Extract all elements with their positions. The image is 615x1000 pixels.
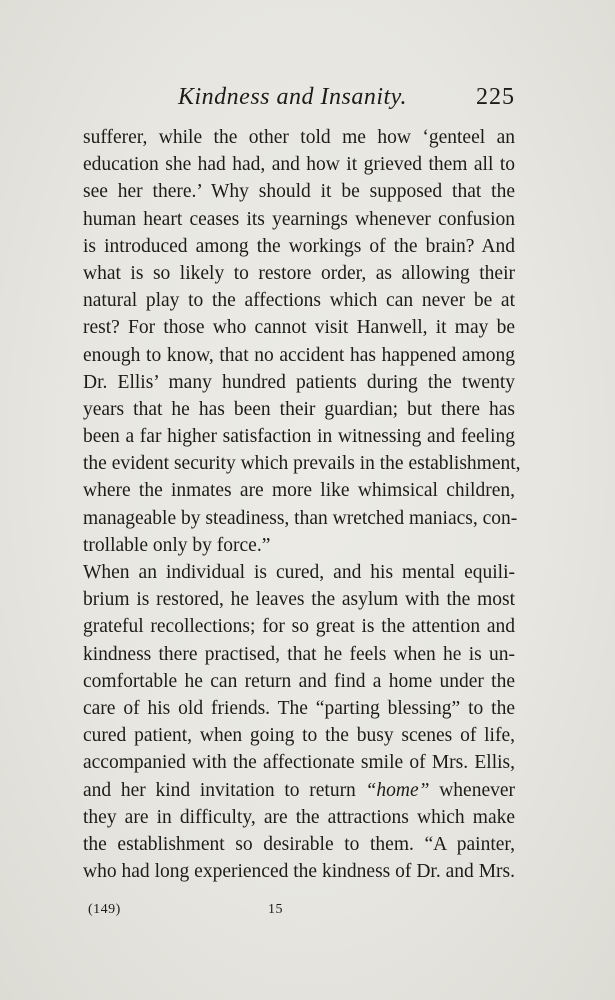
text-line-content: When an individual is cured, and his mental equili- — [83, 562, 515, 583]
text-line: comfortable he can return and find a home under the — [83, 670, 515, 692]
text-line — [83, 559, 515, 586]
text-line: years that he has been their guardian; but there has — [83, 398, 515, 420]
text-line: see her there.’ Why should it be supposed that the — [83, 181, 515, 203]
text-segment: whenever — [439, 779, 516, 801]
printer-signature: (149) — [88, 902, 121, 917]
text-line: the evident security which prevails in the establishment, — [83, 453, 521, 475]
text-line: is introduced among the workings of the brain? And — [83, 235, 515, 257]
text-line: rest? For those who cannot visit Hanwell, it may be — [83, 317, 515, 339]
text-line: grateful recollections; for so great is the attention and — [83, 616, 515, 638]
text-line: trollable only by force.” — [83, 534, 271, 556]
text-line: enough to know, that no accident has happened among — [83, 344, 515, 366]
text-line: kindness there practised, that he feels when he is un- — [83, 643, 515, 665]
text-line: brium is restored, he leaves the asylum with the most — [83, 589, 515, 611]
running-head — [0, 80, 615, 120]
text-line: they are in difficulty, are the attractions which make — [83, 806, 515, 828]
text-line: cured patient, when going to the busy scenes of life, — [83, 725, 515, 747]
page-number: 225 — [476, 84, 515, 110]
text-line: been a far higher satisfaction in witnessing and feeling — [83, 426, 515, 448]
text-line: the establishment so desirable to them. “A painter, — [83, 833, 515, 855]
gathering-mark: 15 — [268, 902, 283, 917]
running-title: Kindness and Insanity. — [178, 84, 408, 110]
text-line: what is so likely to restore order, as allowing their — [83, 262, 515, 284]
body-text — [83, 124, 521, 885]
italic-home-word: “home” — [365, 779, 430, 801]
text-line: education she had had, and how it grieved them all to — [83, 154, 515, 176]
page-footer — [0, 900, 615, 924]
text-line: care of his old friends. The “parting blessing” to the — [83, 697, 515, 719]
text-line: where the inmates are more like whimsical children, — [83, 480, 515, 502]
text-line: accompanied with the affectionate smile of Mrs. Ellis, — [83, 752, 515, 774]
text-line-with-italic — [83, 777, 515, 804]
text-line: who had long experienced the kindness of Dr. and Mrs. — [83, 861, 515, 883]
text-line: natural play to the affections which can never be at — [83, 290, 515, 312]
text-segment: and her kind invitation to return — [83, 779, 356, 801]
text-line: Dr. Ellis’ many hundred patients during the twenty — [83, 371, 515, 393]
text-line: manageable by steadiness, than wretched maniacs, con- — [83, 507, 518, 529]
text-line: sufferer, while the other told me how ‘genteel an — [83, 127, 515, 148]
text-line: human heart ceases its yearnings whenever confusion — [83, 208, 515, 230]
